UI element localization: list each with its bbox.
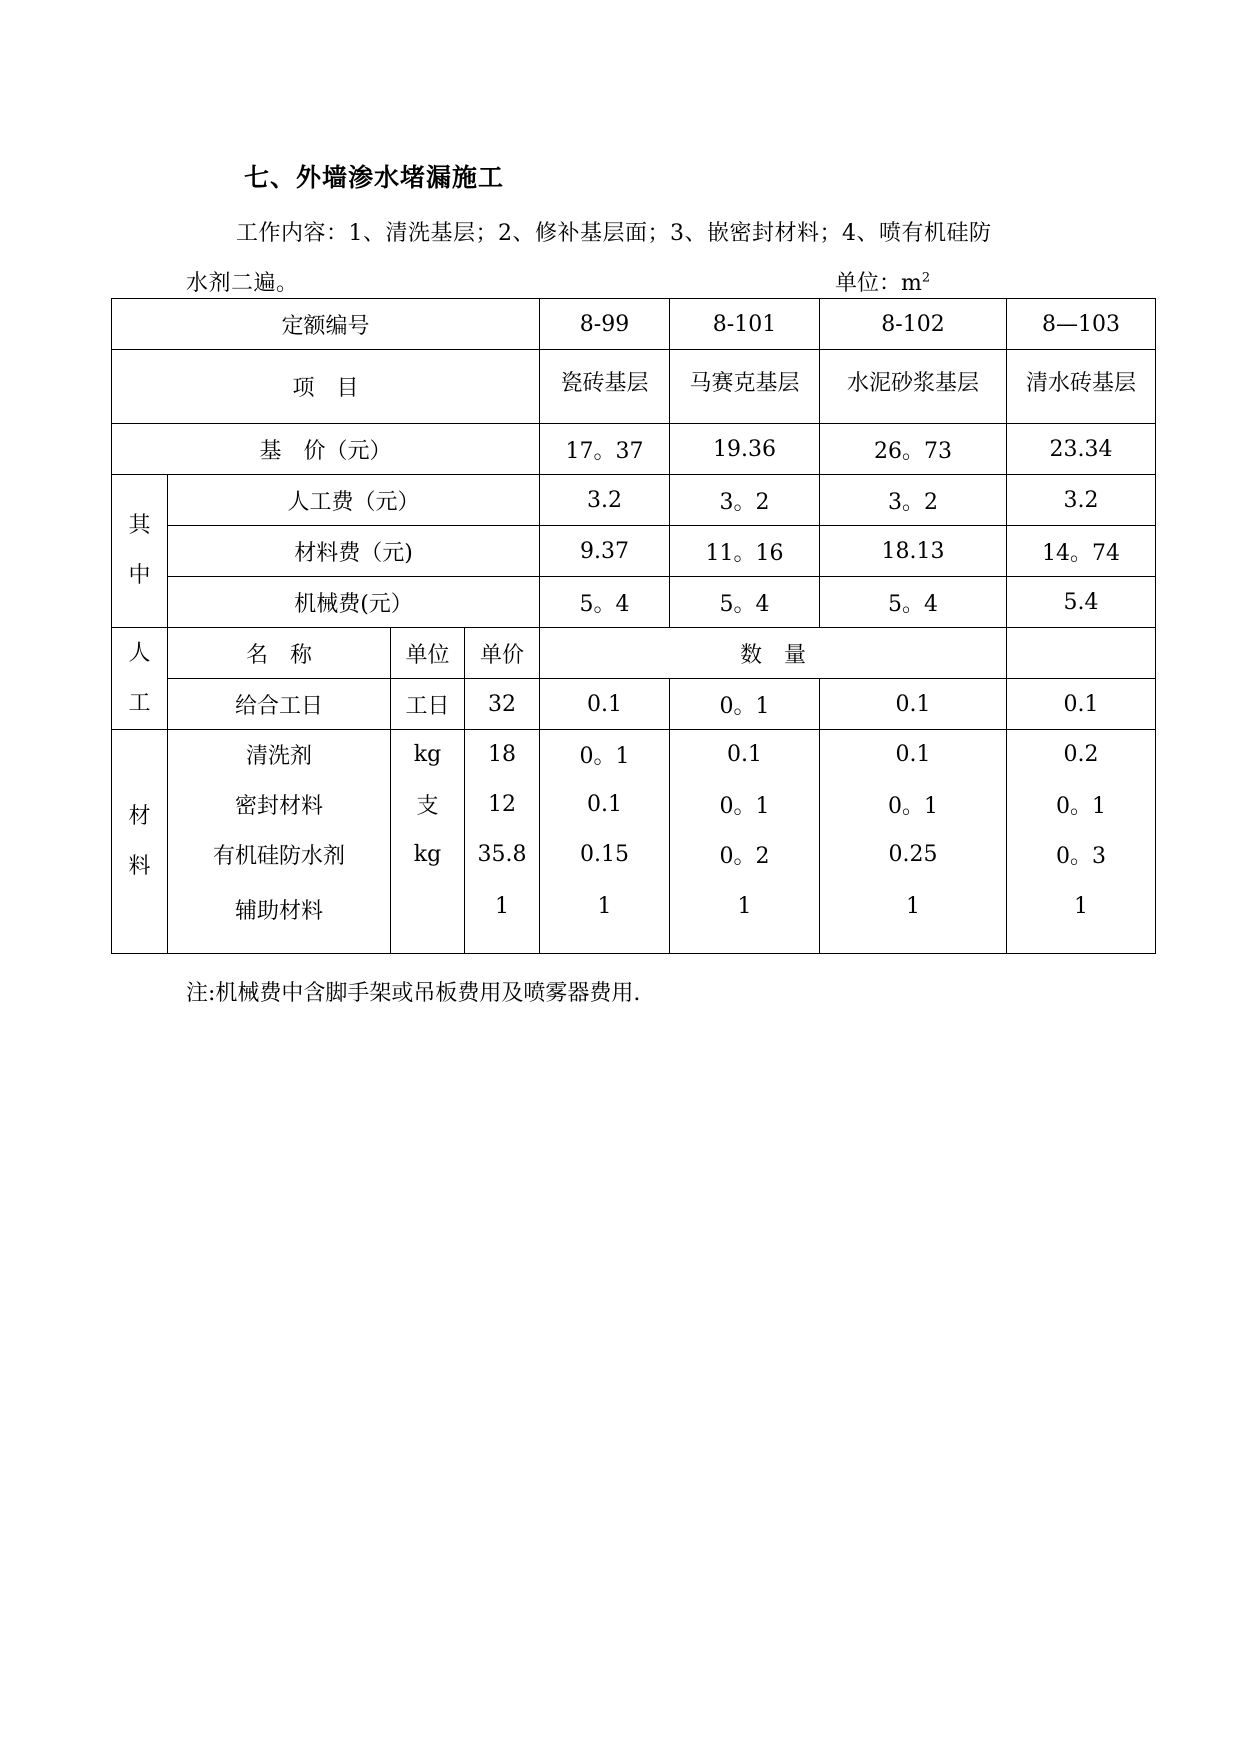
material-qty: 0。1 (540, 730, 670, 780)
labor-cost-row (112, 475, 1156, 526)
item-name: 马赛克基层 (670, 350, 820, 424)
material-row (112, 780, 1156, 830)
quantity-header: 数 量 (540, 628, 1007, 679)
material-qty: 1 (1007, 880, 1156, 954)
unit-label: 单位：$m^2$ (835, 270, 931, 296)
material-cost-label: 材料费（元) (168, 526, 540, 577)
item-row (112, 350, 1156, 424)
machine-cost-value: 5.4 (1007, 577, 1156, 628)
base-price-value: 19.36 (670, 424, 820, 475)
material-qty: 0.1 (540, 780, 670, 830)
quota-code: 8-99 (540, 299, 670, 350)
labor-cost-label: 人工费（元） (168, 475, 540, 526)
material-qty: 1 (820, 880, 1007, 954)
material-unit: kg (391, 830, 465, 880)
item-name: 瓷砖基层 (540, 350, 670, 424)
labor-cost-value: 3。2 (670, 475, 820, 526)
material-qty: 0.1 (820, 730, 1007, 780)
material-group-label: 材 料 (112, 730, 168, 954)
material-qty: 0.1 (670, 730, 820, 780)
labor-cost-value: 3。2 (820, 475, 1007, 526)
footnote: 注:机械费中含脚手架或吊板费用及喷雾器费用. (186, 981, 641, 1006)
material-cost-value: 18.13 (820, 526, 1007, 577)
base-price-value: 26。73 (820, 424, 1007, 475)
quota-code: 8-102 (820, 299, 1007, 350)
material-name: 有机硅防水剂 (168, 830, 391, 880)
among-group-label: 其 中 (112, 475, 168, 628)
unit-header: 单位 (391, 628, 465, 679)
empty-cell (1007, 628, 1156, 679)
workday-row (112, 679, 1156, 730)
item-name: 清水砖基层 (1007, 350, 1156, 424)
material-cost-value: 9.37 (540, 526, 670, 577)
base-price-value: 17。37 (540, 424, 670, 475)
labor-group-label: 人 工 (112, 628, 168, 730)
workday-qty: 0.1 (540, 679, 670, 730)
material-price: 1 (465, 880, 540, 954)
material-name: 密封材料 (168, 780, 391, 830)
material-name: 辅助材料 (168, 880, 391, 954)
material-qty: 0。2 (670, 830, 820, 880)
material-qty: 0。1 (1007, 780, 1156, 830)
unit-superscript: 2 (921, 270, 931, 286)
workday-qty: 0。1 (670, 679, 820, 730)
base-price-row (112, 424, 1156, 475)
machine-cost-value: 5。4 (820, 577, 1007, 628)
material-price: 18 (465, 730, 540, 780)
material-qty: 1 (540, 880, 670, 954)
workday-qty: 0.1 (820, 679, 1007, 730)
workday-price: 32 (465, 679, 540, 730)
name-header: 名 称 (168, 628, 391, 679)
material-row (112, 880, 1156, 954)
price-header: 单价 (465, 628, 540, 679)
machine-cost-value: 5。4 (540, 577, 670, 628)
material-cost-row (112, 526, 1156, 577)
labor-header-row (112, 628, 1156, 679)
base-price-value: 23.34 (1007, 424, 1156, 475)
material-qty: 1 (670, 880, 820, 954)
material-unit (391, 880, 465, 954)
work-content-line-1: 工作内容：1、清洗基层；2、修补基层面；3、嵌密封材料；4、喷有机硅防 (236, 221, 992, 246)
machine-cost-label: 机械费(元） (168, 577, 540, 628)
machine-cost-row (112, 577, 1156, 628)
section-title: 七、外墙渗水堵漏施工 (244, 163, 505, 192)
material-name: 清洗剂 (168, 730, 391, 780)
material-cost-value: 11。16 (670, 526, 820, 577)
machine-cost-value: 5。4 (670, 577, 820, 628)
material-price: 35.8 (465, 830, 540, 880)
quota-code-row (112, 299, 1156, 350)
quota-code: 8—103 (1007, 299, 1156, 350)
quota-table (111, 298, 1156, 954)
material-qty: 0。1 (670, 780, 820, 830)
workday-unit: 工日 (391, 679, 465, 730)
labor-cost-value: 3.2 (1007, 475, 1156, 526)
workday-qty: 0.1 (1007, 679, 1156, 730)
material-unit: 支 (391, 780, 465, 830)
item-label: 项 目 (112, 350, 540, 424)
material-price: 12 (465, 780, 540, 830)
material-qty: 0.25 (820, 830, 1007, 880)
material-qty: 0。3 (1007, 830, 1156, 880)
material-qty: 0。1 (820, 780, 1007, 830)
quota-label: 定额编号 (112, 299, 540, 350)
labor-cost-value: 3.2 (540, 475, 670, 526)
base-price-label: 基 价（元） (112, 424, 540, 475)
quota-code: 8-101 (670, 299, 820, 350)
material-unit: kg (391, 730, 465, 780)
material-row (112, 830, 1156, 880)
material-qty: 0.15 (540, 830, 670, 880)
material-row (112, 730, 1156, 780)
item-name: 水泥砂浆基层 (820, 350, 1007, 424)
material-cost-value: 14。74 (1007, 526, 1156, 577)
work-content-line-2: 水剂二遍。 (186, 271, 299, 296)
workday-label: 给合工日 (168, 679, 391, 730)
material-qty: 0.2 (1007, 730, 1156, 780)
